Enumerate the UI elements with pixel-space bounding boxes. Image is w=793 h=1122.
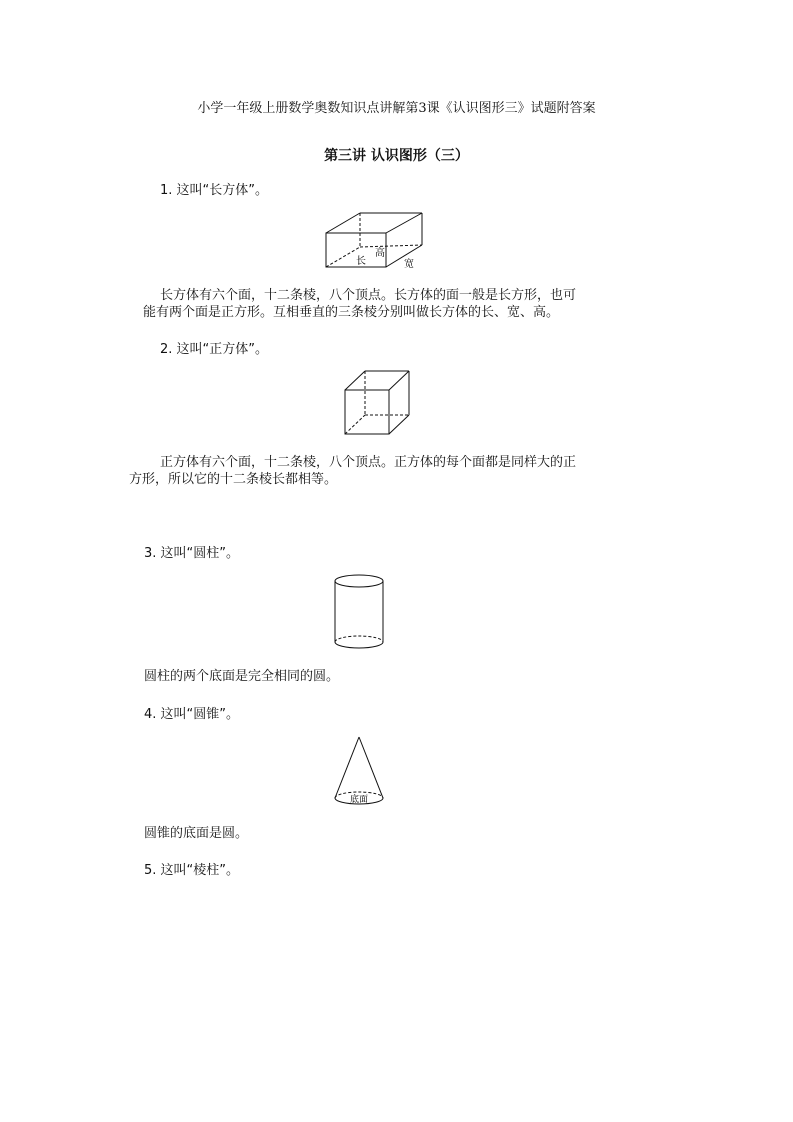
item-2-text-line1: 正方体有六个面，十二条棱，八个顶点。正方体的每个面都是同样大的正 — [160, 455, 577, 470]
cuboid-length-label: 长 — [356, 256, 366, 267]
cuboid-height-label: 高 — [375, 248, 385, 259]
document-title: 小学一年级上册数学奥数知识点讲解第3课《认识图形三》试题附答案 — [197, 101, 596, 116]
item-1-heading: 1. 这叫“长方体”。 — [160, 183, 269, 198]
item-1-text-line2: 能有两个面是正方形。互相垂直的三条棱分别叫做长方体的长、宽、高。 — [143, 305, 560, 320]
cone-base-label: 底面 — [350, 795, 369, 805]
cone-figure — [330, 734, 390, 810]
cylinder-figure — [330, 572, 390, 652]
cube-figure — [340, 368, 414, 438]
item-2-heading: 2. 这叫“正方体”。 — [160, 342, 269, 357]
item-5-heading: 5. 这叫“棱柱”。 — [144, 863, 240, 878]
lesson-title: 第三讲 认识图形（三） — [324, 148, 469, 164]
item-4-text-line1: 圆锥的底面是圆。 — [144, 826, 249, 841]
item-1-text-line1: 长方体有六个面，十二条棱，八个顶点。长方体的面一般是长方形，也可 — [160, 288, 577, 303]
item-4-heading: 4. 这叫“圆锥”。 — [144, 707, 240, 722]
cuboid-width-label: 宽 — [404, 259, 414, 270]
item-3-heading: 3. 这叫“圆柱”。 — [144, 546, 240, 561]
cuboid-figure — [320, 205, 430, 273]
item-3-text-line1: 圆柱的两个底面是完全相同的圆。 — [144, 669, 340, 684]
item-2-text-line2: 方形，所以它的十二条棱长都相等。 — [129, 472, 338, 487]
